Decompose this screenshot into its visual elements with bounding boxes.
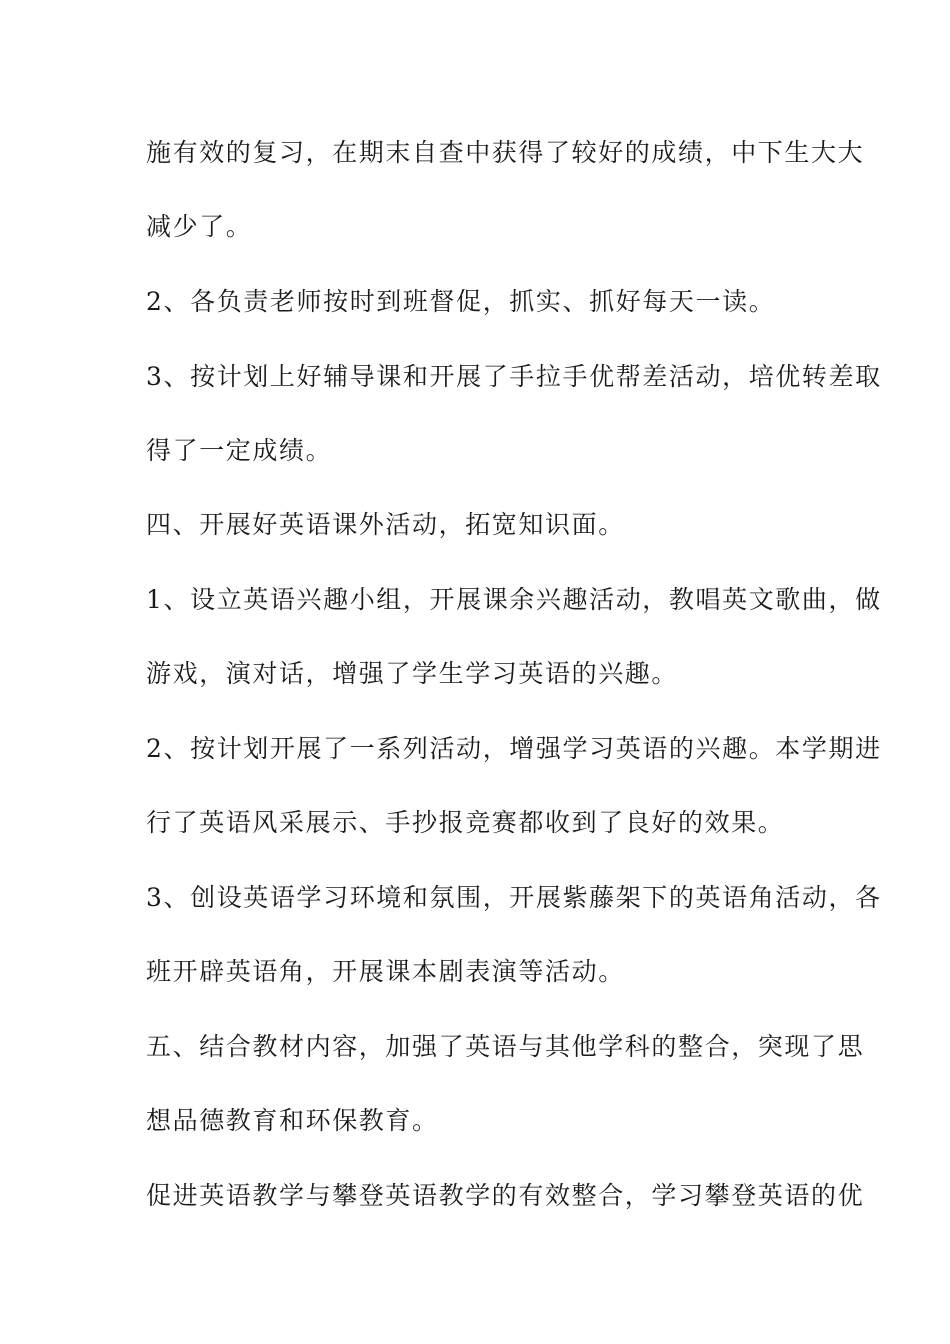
text-line: 得了一定成绩。 (146, 436, 333, 465)
text-line: 3、按计划上好辅导课和开展了手拉手优帮差活动，培优转差取 (146, 362, 882, 391)
section-heading: 四、开展好英语课外活动，拓宽知识面。 (146, 510, 625, 539)
text-line: 减少了。 (146, 212, 253, 241)
text-line: 2、各负责老师按时到班督促，抓实、抓好每天一读。 (146, 287, 776, 316)
text-line: 想品德教育和环保教育。 (146, 1106, 439, 1135)
section-heading: 五、结合教材内容，加强了英语与其他学科的整合，突现了思 (146, 1032, 865, 1061)
text-line: 游戏，演对话，增强了学生学习英语的兴趣。 (146, 659, 679, 688)
text-line: 班开辟英语角，开展课本剧表演等活动。 (146, 957, 625, 986)
text-line: 3、创设英语学习环境和氛围，开展紫藤架下的英语角活动，各 (146, 883, 882, 912)
text-line: 施有效的复习，在期末自查中获得了较好的成绩，中下生大大 (146, 138, 865, 167)
text-line: 2、按计划开展了一系列活动，增强学习英语的兴趣。本学期进 (146, 734, 882, 763)
text-line: 行了英语风采展示、手抄报竞赛都收到了良好的效果。 (146, 808, 785, 837)
text-line: 促进英语教学与攀登英语教学的有效整合，学习攀登英语的优 (146, 1181, 865, 1210)
text-line: 1、设立英语兴趣小组，开展课余兴趣活动，教唱英文歌曲，做 (146, 585, 882, 614)
